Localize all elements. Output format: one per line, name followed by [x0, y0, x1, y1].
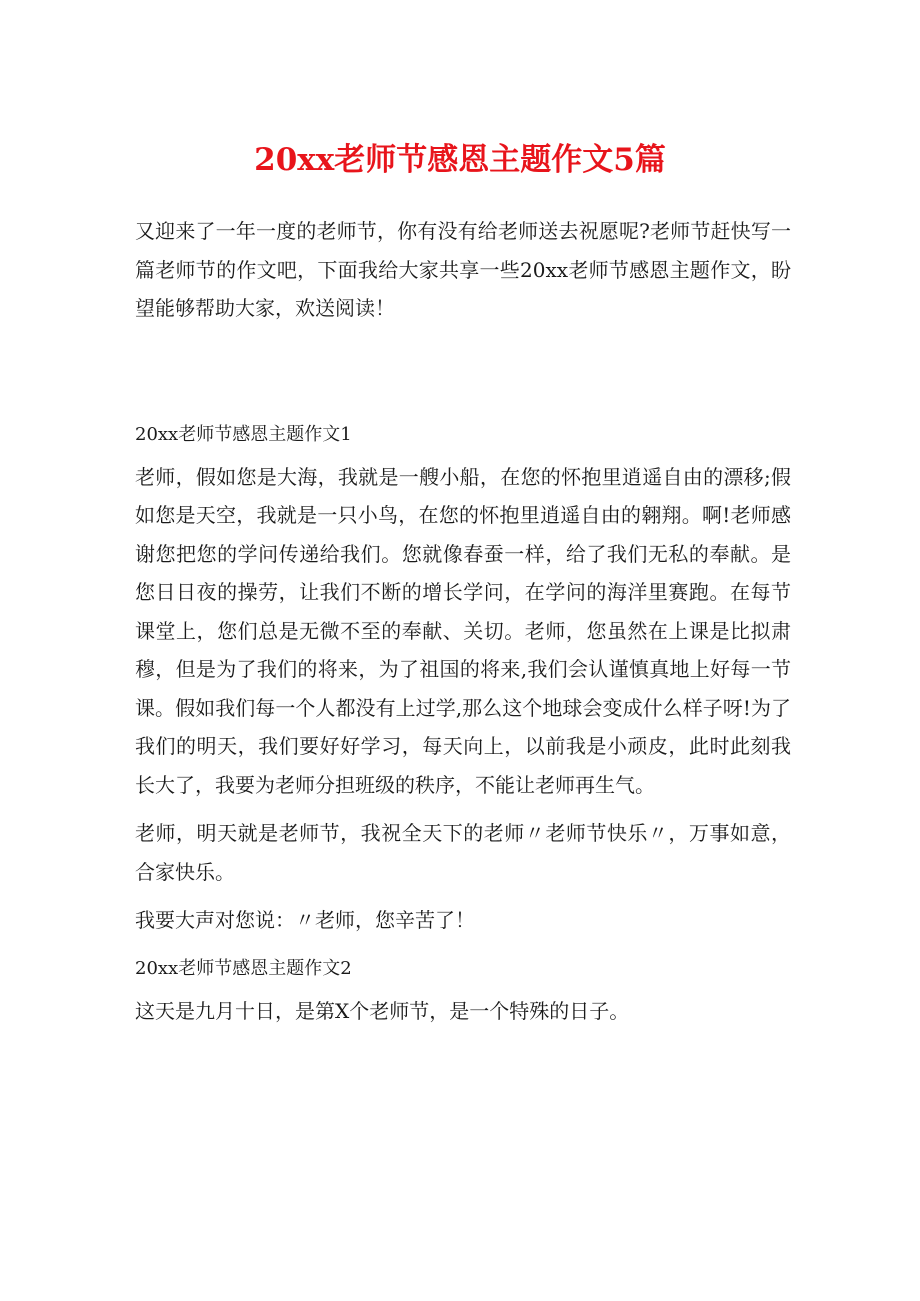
essay-2-paragraph-1: 这天是九月十日，是第X个老师节，是一个特殊的日子。 — [135, 998, 630, 1023]
essay-1-heading: 20xx老师节感恩主题作文1 — [135, 423, 352, 445]
document-title: 20xx老师节感恩主题作文5篇 — [254, 142, 666, 178]
essay-1-paragraph-1: 老师，假如您是大海，我就是一艘小船，在您的怀抱里逍遥自由的漂移;假如您是天空，我就是一只小鸟，在您的怀抱里逍遥自由的翱翔。啊!老师感谢您把您的学问传递给我们。您就像春蚕一样，给了我们无私的奉献。是您日日夜的操劳，让我们不断的增长学问，在学问的海洋里赛跑。在每节课堂上，您们总是无微不至的奉献、关切。老师，您虽然在上课是比拟肃穆，但是为了我们的将来，为了祖国的将来,我们会认谨慎真地上好每一节课。假如我们每一个人都没有上过学,那么这个地球会变成什么样子呀!为了我们的明天，我们要好好学习，每天向上，以前我是小顽皮，此时此刻我长大了，我要为老师分担班级的秩序，不能让老师再生气。 — [135, 464, 791, 797]
intro-paragraph: 又迎来了一年一度的老师节，你有没有给老师送去祝愿呢?老师节赶快写一篇老师节的作文吧，下面我给大家共享一些20xx老师节感恩主题作文，盼望能够帮助大家，欢送阅读！ — [135, 219, 791, 320]
essay-1-paragraph-3: 我要大声对您说：〃老师，您辛苦了！ — [135, 908, 475, 932]
document-body — [135, 212, 791, 1030]
essay-1-paragraph-2: 老师，明天就是老师节，我祝全天下的老师〃老师节快乐〃，万事如意，合家快乐。 — [135, 821, 791, 884]
essay-2-heading: 20xx老师节感恩主题作文2 — [135, 957, 352, 979]
